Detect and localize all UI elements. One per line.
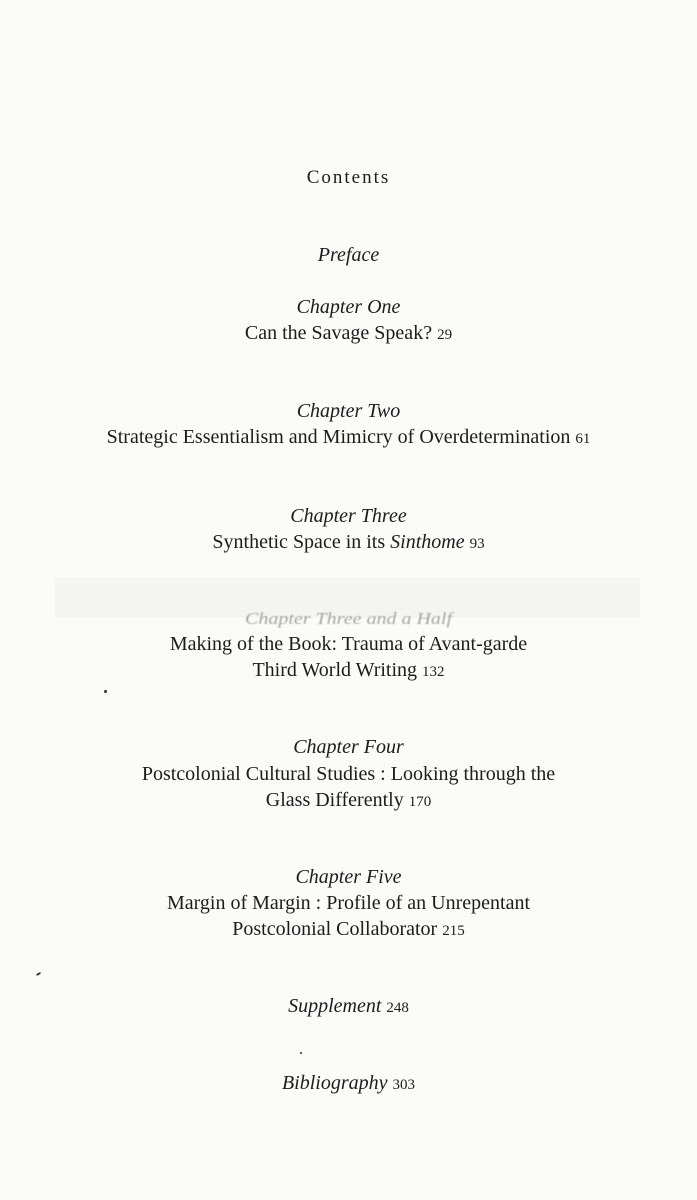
scan-speck [300,1052,302,1054]
chapter-title-text: Can the Savage Speak? [244,322,433,344]
scan-speck [104,690,107,693]
page-number: 61 [575,431,591,447]
chapter-title-text: Postcolonial Collaborator [232,918,438,940]
page-number: 248 [386,1000,409,1016]
chapter-title-text: Strategic Essentialism and Mimicry of Overdetermination [106,426,571,448]
supplement-entry [0,993,697,1021]
page-number: 215 [442,923,465,939]
page-number: 93 [469,536,485,552]
bibliography-entry [0,1070,697,1098]
page-number: 303 [392,1077,416,1093]
chapter-three-half-title-line1: Making of the Book: Trauma of Avant-garde [169,633,528,655]
chapter-title-text: Glass Differently [265,789,404,811]
chapter-four-title-line1: Postcolonial Cultural Studies : Looking through the [141,763,556,785]
chapter-one-title [0,320,697,348]
chapter-four-title-line2 [0,787,697,815]
chapter-five-title-line2 [0,916,697,944]
chapter-three-half-title-line2 [0,657,697,685]
preface-entry: Preface [317,244,380,266]
chapter-three-heading: Chapter Three [290,505,407,527]
scan-speck [36,972,41,976]
bibliography-label: Bibliography [281,1072,388,1094]
chapter-two-heading: Chapter Two [296,400,401,422]
chapter-title-text: Synthetic Space in its [212,531,386,553]
chapter-four-heading: Chapter Four [293,736,404,758]
chapter-five-heading: Chapter Five [295,866,402,888]
chapter-two-title [0,424,697,452]
page-title: Contents [306,167,391,188]
page-number: 170 [408,794,432,810]
page-number: 132 [422,664,445,680]
chapter-three-title [0,529,697,557]
chapter-title-italic: Sinthome [390,531,465,553]
chapter-one-heading: Chapter One [296,296,401,318]
chapter-five-title-line1: Margin of Margin : Profile of an Unrepentant [166,892,531,914]
chapter-three-half-heading: Chapter Three and a Half [244,609,453,629]
supplement-label: Supplement [288,995,382,1017]
chapter-title-text: Third World Writing [252,659,418,681]
page-number: 29 [437,327,453,343]
